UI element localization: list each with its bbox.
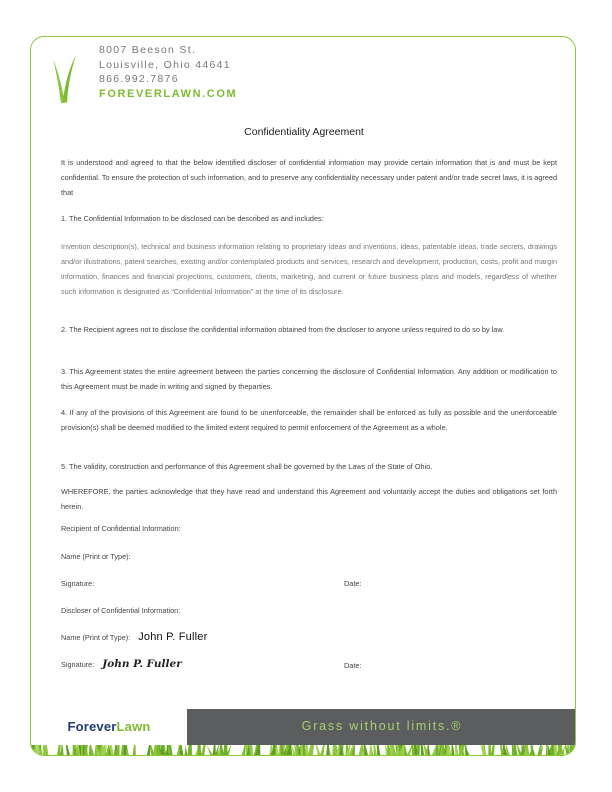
footer-foreverlawn-logo	[31, 719, 187, 734]
discloser-heading: Discloser of Confidential Information:	[61, 606, 181, 615]
recipient-heading: Recipient of Confidential Information:	[61, 524, 181, 533]
discloser-name-row	[61, 631, 207, 643]
discloser-name-value: John P. Fuller	[138, 631, 208, 643]
intro-paragraph: It is understood and agreed to that the below identified discloser of confidential information may provide certain information that is and must be kept confidential. To ensure the protection of such information, and to preserve any confidentiality necessary under patent and/or trade secret laws, it is agreed that	[61, 158, 557, 197]
letterhead-frame	[30, 36, 576, 756]
company-address-block	[99, 43, 237, 101]
recipient-name-label: Name (Print or Type):	[61, 552, 131, 561]
footer-logo-box	[31, 709, 187, 745]
clause-1-detail: Invention description(s), technical and business information relating to proprietary ideas and inventions, ideas, patentable ideas, trade secrets, drawings and/or illustrations, patent searches, existing and/or contemplated products and services, research and development, production, costs, profit and margin information, finances and financial projections, customers, clients, marketing, and current or future business plans and models, regardless of whether such information is designated as “Confidential Information” at the time of its disclosure.	[61, 242, 557, 296]
address-street: 8007 Beeson St.	[99, 44, 197, 56]
discloser-name-label: Name (Print of Type):	[61, 633, 131, 642]
wherefore-paragraph: WHEREFORE, the parties acknowledge that they have read and understand this Agreement and voluntarily accept the duties and obligations set forth herein.	[61, 487, 557, 511]
footer-logo-part1: Forever	[67, 719, 117, 734]
address-city: Louisville, Ohio 44641	[99, 58, 231, 71]
footer-tagline: Grass without limits.®	[301, 719, 463, 733]
footer-tagline-bar	[187, 709, 576, 745]
document-title: Confidentiality Agreement	[244, 126, 364, 138]
website-link[interactable]: FOREVERLAWN.COM	[99, 87, 238, 100]
grass-blade-logo-icon	[49, 47, 79, 105]
discloser-date-label: Date:	[344, 661, 362, 670]
clause-5: 5. The validity, construction and performance of this Agreement shall be governed by the Laws of the State of Ohio.	[61, 462, 433, 471]
discloser-signature-value: John P. Fuller	[102, 658, 182, 670]
clause-3: 3. This Agreement states the entire agreement between the parties concerning the disclosure of Confidential Information. Any addition or modification to this Agreement must be made in writing and signed by theparties.	[61, 367, 557, 391]
recipient-signature-label: Signature:	[61, 579, 95, 588]
discloser-signature-row	[61, 658, 182, 670]
discloser-signature-label: Signature:	[61, 660, 95, 669]
phone-number: 866.992.7876	[99, 73, 179, 85]
recipient-date-label: Date:	[344, 579, 362, 588]
clause-4: 4. If any of the provisions of this Agreement are found to be unenforceable, the remainder shall be enforced as fully as possible and the unenforceable provision(s) shall be deemed modified to the limited extent required to permit enforcement of the Agreement as a whole.	[61, 408, 557, 432]
clause-2: 2. The Recipient agrees not to disclose the confidential information obtained from the discloser to anyone unless required to do so by law.	[61, 325, 505, 334]
clause-1: 1. The Confidential Information to be disclosed can be described as and includes:	[61, 214, 324, 223]
footer-logo-part2: Lawn	[116, 719, 151, 734]
